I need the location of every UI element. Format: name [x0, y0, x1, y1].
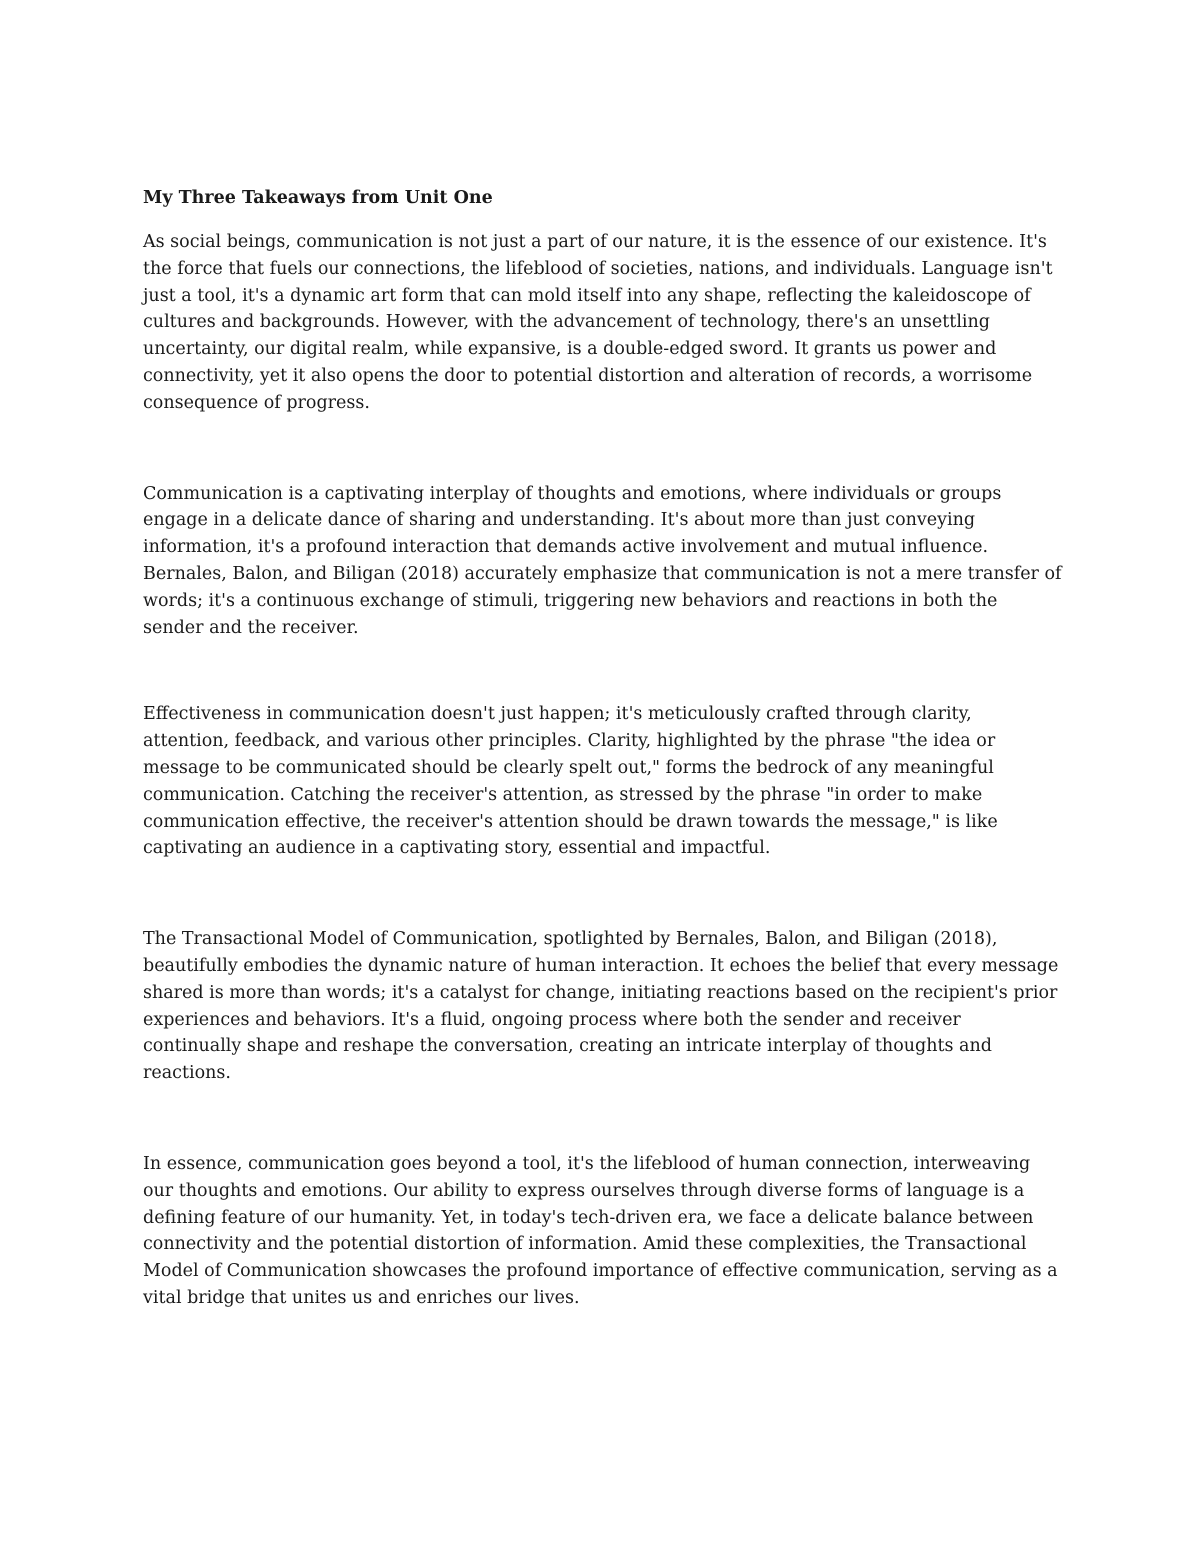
- document-title: My Three Takeaways from Unit One: [143, 188, 493, 208]
- paragraph-1: As social beings, communication is not just a part of our nature, it is the essence of our existence. It's the force that fuels our connections, the lifeblood of societies, nations, and individuals. Language isn't just a tool, it's a dynamic art form that can mold itself into any shape, reflecting the kaleidoscope of cultures and backgrounds. However, with the advancement of technology, there's an unsettling uncertainty, our digital realm, while expansive, is a double-edged sword. It grants us power and connectivity, yet it also opens the door to potential distortion and alteration of records, a worrisome consequence of progress.: [143, 232, 1053, 413]
- paragraph-4: The Transactional Model of Communication, spotlighted by Bernales, Balon, and Biligan (2018), beautifully embodies the dynamic nature of human interaction. It echoes the belief that every message shared is more than words; it's a catalyst for change, initiating reactions based on the recipient's prior experiences and behaviors. It's a fluid, ongoing process where both the sender and receiver continually shape and reshape the conversation, creating an intricate interplay of thoughts and reactions.: [143, 929, 1059, 1084]
- paragraph-2: Communication is a captivating interplay of thoughts and emotions, where individuals or groups engage in a delicate dance of sharing and understanding. It's about more than just conveying information, it's a profound interaction that demands active involvement and mutual influence. Bernales, Balon, and Biligan (2018) accurately emphasize that communication is not a mere transfer of words; it's a continuous exchange of stimuli, triggering new behaviors and reactions in both the sender and the receiver.: [143, 483, 1062, 638]
- paragraph-3: Effectiveness in communication doesn't just happen; it's meticulously crafted through clarity, attention, feedback, and various other principles. Clarity, highlighted by the phrase "the idea or message to be communicated should be clearly spelt out," forms the bedrock of any meaningful communication. Catching the receiver's attention, as stressed by the phrase "in order to make communication effective, the receiver's attention should be drawn towards the message," is like captivating an audience in a captivating story, essential and impactful.: [143, 704, 998, 859]
- document-body: [143, 185, 1063, 1312]
- paragraph-5: In essence, communication goes beyond a tool, it's the lifeblood of human connection, interweaving our thoughts and emotions. Our ability to express ourselves through diverse forms of language is a defining feature of our humanity. Yet, in today's tech-driven era, we face a delicate balance between connectivity and the potential distortion of information. Amid these complexities, the Transactional Model of Communication showcases the profound importance of effective communication, serving as a vital bridge that unites us and enriches our lives.: [143, 1153, 1058, 1308]
